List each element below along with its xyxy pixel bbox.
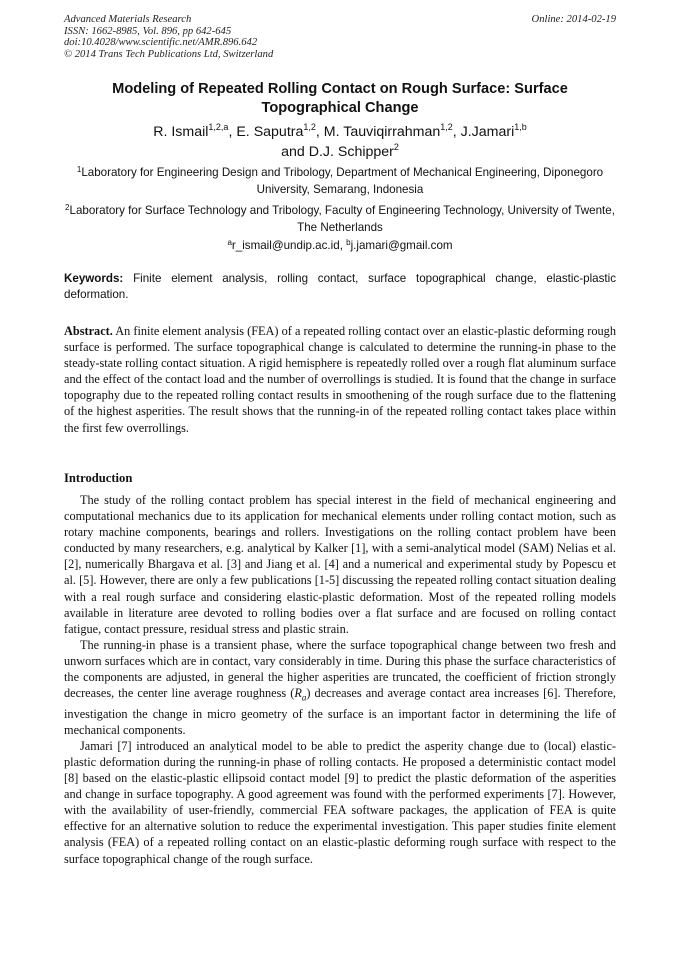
email-mark: b (346, 238, 351, 247)
email-link[interactable]: j.jamari@gmail.com (350, 239, 453, 252)
author-affiliation-mark: 2 (393, 141, 399, 152)
doi-line: doi:10.4028/www.scientific.net/AMR.896.642 (64, 37, 258, 49)
email-link[interactable]: r_ismail@undip.ac.id (231, 239, 340, 252)
roughness-subscript: a (301, 692, 307, 703)
author-name: M. Tauviqirrahman (323, 124, 441, 140)
author-emails: $^a$r_ismail@undip.ac.id, $^b$j.jamari@gmail.com (227, 238, 453, 252)
affiliation-1 (64, 165, 616, 198)
author-affiliation-mark: 1,2,a (208, 122, 229, 132)
author-affiliation-mark: 1,b (514, 122, 527, 132)
affiliation-mark: 2 (65, 203, 70, 212)
roughness-symbol: R (294, 686, 302, 701)
intro-paragraph-3: Jamari [7] introduced an analytical model to be able to predict the asperity change due to (local) elastic-plastic deformation during the running-in phase of rolling contacts. He proposed a deterministic contact model [8] based on the elastic-plastic ellipsoid contact model [9] to predict the plastic deformation of the asperities and change in surface topography. A good agreement was found with the performed experiments [7]. However, with the availability of user-friendly, commercial FEA software packages, the application of FEA is quite effective for an alternative solution to reduce the experimental investigation. This paper studies finite element analysis (FEA) of a repeated rolling contact on an elastic-plastic deforming rough surface with respect to the surface topographical change of the rough surface. (64, 738, 616, 866)
affiliation-text: Laboratory for Surface Technology and Tribology, Faculty of Engineering Technology, University of Twente, The Netherlands (69, 204, 615, 234)
abstract-section (64, 323, 616, 436)
journal-name: Advanced Materials Research (64, 14, 192, 25)
abstract-text: An finite element analysis (FEA) of a repeated rolling contact over an elastic-plastic deforming rough surface is performed. The surface topographical change is calculated to determine the running-in phase to the steady-state rolling contact situation. A rigid hemisphere is repeatedly rolled over a rough flat aluminum surface and the effect of the contact load and the number of overrollings is studied. It is found that the change in surface topography due to the repeated rolling contact results in smoothening of the rough surface due to the flattening of the highest asperities. The result shows that the running-in of the repeated rolling contact takes place within the first few overrollings. (64, 324, 616, 435)
online-date: Online: 2014-02-19 (531, 14, 616, 25)
paragraph-text: The running-in phase is a transient phase, where the surface topographical change between two fresh and unworn surfaces which are in contact, vary considerably in time. During this phase the surface characteristics of the components are adjusted, in general the higher asperities are truncated, the coefficient of friction strongly decreases, the center line average roughness ( (64, 637, 616, 701)
intro-paragraph-2 (64, 637, 616, 738)
affiliation-mark: 1 (76, 165, 82, 174)
author-name: J.Jamari (460, 124, 515, 140)
issn-line: ISSN: 1662-8985, Vol. 896, pp 642-645 (64, 25, 232, 37)
affiliation-text: Laboratory for Engineering Design and Tribology, Department of Mechanical Engineering, Diponegoro University, Semarang, Indonesia (81, 166, 604, 196)
running-header (64, 14, 616, 60)
email-mark: a (227, 238, 232, 247)
keywords-text: Finite element analysis, rolling contact, surface topographical change, elastic-plastic deformation. (64, 272, 616, 301)
abstract-label: Abstract. (64, 324, 113, 338)
paper-title: Modeling of Repeated Rolling Contact on Rough Surface: Surface Topographical Change (112, 81, 568, 116)
author-name: D.J. Schipper (308, 143, 394, 160)
introduction-heading: Introduction (64, 471, 133, 485)
copyright-line: © 2014 Trans Tech Publications Ltd, Switzerland (64, 48, 274, 60)
author-list: R. Ismail$^{1,2,a}$, E. Saputra$^{1,2}$, M. Tauviqirrahman$^{1,2}$, J.Jamari$^{1,b}$ and D.J. Schipper$^2$ (153, 122, 527, 160)
intro-paragraph-1: The study of the rolling contact problem has special interest in the field of mechanical engineering and computational mechanics due to its application for mechanical elements under rolling contact motion, such as rotary machine components, bearings and rollers. Investigations on the rolling contact problem have been conducted by many researchers, e.g. analytical by Kalker [1], with a semi-analytical model (SAM) Nelias et al. [2], numerically Bhargava et al. [3] and Jiang et al. [4] and a numerical and experimental study by Popescu et al. [5]. However, there are only a few publications [1-5] discussing the repeated rolling contact situation dealing with a real rough surface and considering elastic-plastic deformation. Most of the repeated rolling models available in literature aree devoted to rolling bodies over a flat surface and are focused on rolling contact fatigue, contact pressure, residual stress and plastic strain. (64, 493, 616, 636)
author-name: R. Ismail (153, 124, 209, 140)
paragraph-text: ) decreases and average contact area increases [6]. Therefore, investigation the change in micro geometry of the surface is an important factor in determining the life of mechanical components. (64, 686, 616, 737)
affiliation-2 (64, 203, 616, 236)
author-conjunction: and (281, 143, 305, 160)
author-name: E. Saputra (236, 124, 304, 140)
keywords-section (64, 271, 616, 303)
author-affiliation-mark: 1,2 (303, 122, 316, 132)
author-affiliation-mark: 1,2 (440, 122, 453, 132)
introduction-body (64, 492, 616, 867)
keywords-label: Keywords: (64, 272, 124, 285)
